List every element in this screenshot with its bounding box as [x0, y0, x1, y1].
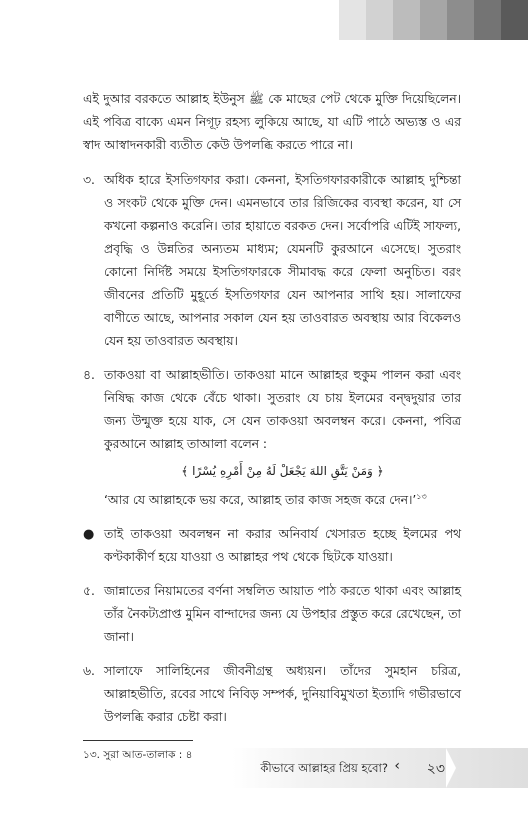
- header-stripe: [501, 0, 528, 40]
- item-text: সালাফে সালিহিনের জীবনীগ্রন্থ অধ্যয়ন। তাঁদের সুমহান চরিত্র, আল্লাহভীতি, রবের সাথে নিবিড় সম্পর্ক, দুনিয়াবিমুখতা ইত্যাদি গভীরভাবে উপলব্ধি করার চেষ্টা করা।: [104, 664, 461, 725]
- footer-notch: [446, 748, 456, 788]
- bullet-icon: ●: [83, 527, 95, 543]
- header-stripe: [420, 0, 447, 40]
- page-footer: [0, 748, 528, 788]
- header-stripe: [339, 0, 366, 40]
- list-item: [83, 580, 461, 649]
- list-item: [83, 364, 461, 512]
- verse-translation-text: ‘আর যে আল্লাহকে ভয় করে, আল্লাহ তার কাজ সহজ করে দেন।’: [104, 493, 417, 508]
- item-number: ৫.: [83, 584, 95, 599]
- footnote-divider: [83, 740, 193, 741]
- item-text: তাকওয়া বা আল্লাহভীতি। তাকওয়া মানে আল্লাহর হুকুম পালন করা এবং নিষিদ্ধ কাজ থেকে বেঁচে থাকা। সুতরাং যে চায় ইলমের বন্দ্বদুয়ার তার জন্য উন্মুক্ত হয়ে যাক, সে যেন তাকওয়া অবলম্বন করে। কেননা, পবিত্র কুরআনে আল্লাহ তাআলা বলেন :: [104, 368, 461, 451]
- arabic-verse: ﴿ وَمَنْ يَتَّقِ اللهَ يَجْعَلْ لَهُ مِنْ أَمْرِهِ يُسْرًا ﴾: [181, 464, 384, 478]
- intro-paragraph: এই দুআর বরকতে আল্লাহ ইউনুস ﷺ কে মাছের পেট থেকে মুক্তি দিয়েছিলেন। এই পবিত্র বাক্যে এমন নিগূঢ় রহস্য লুকিয়ে আছে, যা এটি পাঠে অভ্যস্ত ও এর স্বাদ আস্বাদনকারী ব্যতীত কেউ উপলব্ধি করতে পারে না।: [83, 92, 461, 152]
- bullet-text: তাই তাকওয়া অবলম্বন না করার অনিবার্য খেসারত হচ্ছে ইলমের পথ কণ্টকাকীর্ণ হয়ে যাওয়া ও আল্লাহর পথ থেকে ছিটকে যাওয়া।: [104, 527, 461, 565]
- chevron-left-icon: ‹: [394, 758, 400, 774]
- bullet-item: [83, 523, 461, 569]
- header-stripe: [447, 0, 474, 40]
- footnote: ১৩. সুরা আত-তালাক : ৪: [83, 749, 193, 762]
- list-item: [83, 660, 461, 729]
- header-stripe: [474, 0, 501, 40]
- header-decoration: [339, 0, 528, 40]
- item-text: জান্নাতের নিয়ামতের বর্ণনা সম্বলিত আয়াত পাঠ করতে থাকা এবং আল্লাহ তাঁর নৈকট্যপ্রাপ্ত মুমিন বান্দাদের জন্য যে উপহার প্রস্তুত করে রেখেছেন, তা জানা।: [104, 584, 461, 645]
- footnote-ref: ১৩: [416, 492, 427, 501]
- item-text: অধিক হারে ইসতিগফার করা। কেননা, ইসতিগফারকারীকে আল্লাহ দুশ্চিন্তা ও সংকট থেকে মুক্তি দেন। এমনভাবে তার রিজিকের ব্যবস্থা করেন, যা সে কখনো কল্পনাও করেনি। তার হায়াতে বরকত দেন। সর্বোপরি এটিই সাফল্য, প্রবৃদ্ধি ও উন্নতির অন্যতম মাধ্যম; যেমনটি কুরআনে এসেছে। সুতরাং কোনো নির্দিষ্ট সময়ে ইসতিগফারকে সীমাবদ্ধ করে ফেলা অনুচিত। বরং জীবনের প্রতিটি মুহূর্তে ইসতিগফার যেন আপনার সাথি হয়। সালাফের বাণীতে আছে, আপনার সকাল যেন হয় তাওবারত অবস্থায় আর বিকেলও যেন হয় তাওবারত অবস্থায়।: [104, 173, 461, 348]
- verse-translation: [104, 485, 461, 512]
- page-number: ২৩: [426, 761, 445, 777]
- item-number: ৬.: [83, 664, 95, 679]
- book-title: কীভাবে আল্লাহর প্রিয় হবো?: [260, 761, 388, 775]
- list-item: [83, 169, 461, 353]
- item-number: ৩.: [83, 173, 95, 187]
- item-number: ৪.: [83, 368, 95, 382]
- header-stripe: [366, 0, 393, 40]
- page-body: [83, 88, 461, 763]
- header-stripe: [393, 0, 420, 40]
